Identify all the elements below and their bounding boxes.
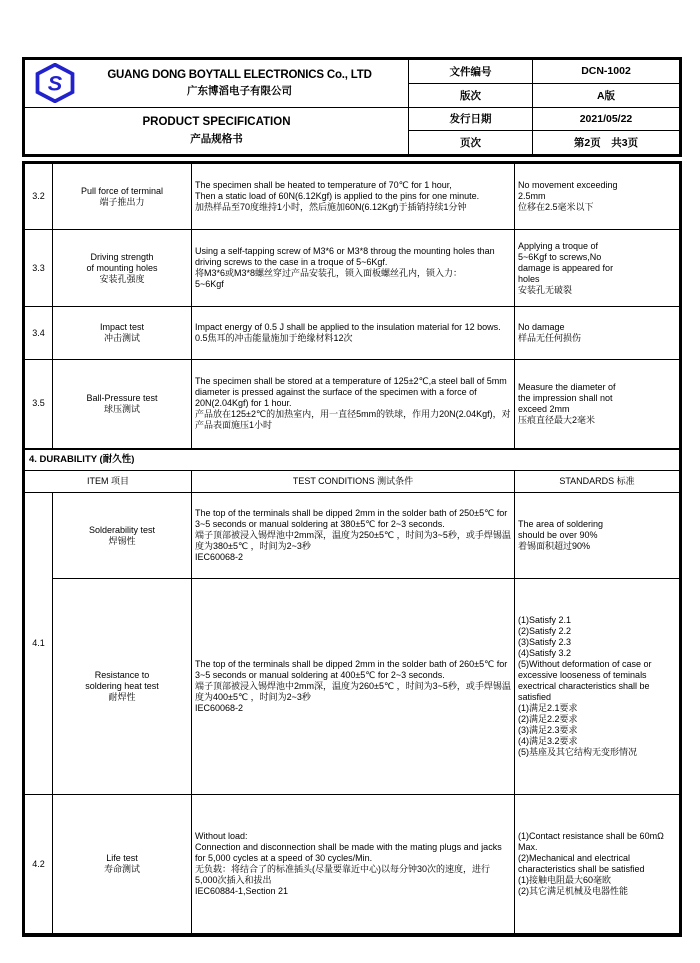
item-cell-ball-pressure: Ball-Pressure test 球压测试	[53, 360, 192, 449]
header-table	[24, 59, 680, 155]
row-number: 3.4	[25, 307, 53, 360]
company-name-cn: 广东博滔电子有限公司	[187, 84, 292, 97]
table-row	[25, 230, 680, 307]
product-title-en: PRODUCT SPECIFICATION	[142, 115, 291, 128]
conditions-cell-impact-test: Impact energy of 0.5 J shall be applied to the insulation material for 12 bows. 0.5焦耳的冲击能量施加于绝缘材料12次	[192, 307, 515, 360]
table-row	[25, 164, 680, 230]
column-header-conditions: TEST CONDITIONS 测试条件	[192, 471, 515, 493]
standards-cell-driving-strength: Applying a troque of 5~6Kgf to screws,No damage is appeared for holes 安装孔无破裂	[515, 230, 680, 307]
table-row	[25, 795, 680, 934]
conditions-cell-life-test: Without load: Connection and disconnection shall be made with the mating plugs and jacks for 5,000 cycles at a speed of 30 cycles/Min. 无负载：将结合了的标准插头(尽量要靠近中心)以每分钟30次的速度，进行5,000次插入和拔出 IEC60884-1,Section 21	[192, 795, 515, 934]
item-cell-impact-test: Impact test 冲击测试	[53, 307, 192, 360]
standards-cell-life-test: (1)Contact resistance shall be 60mΩ Max. (2)Mechanical and electrical characteristics shall be satisfied (1)接触电阻最大60毫欧 (2)其它满足机械及电器性能	[515, 795, 680, 934]
company-block	[25, 60, 409, 108]
conditions-cell-pull-force: The specimen shall be heated to temperature of 70℃ for 1 hour, Then a static load of 60N(6.12Kgf) is applied to the pins for one minute. 加热样品至70度维持1小时，然后施加60N(6.12Kgf)于插销持续1分钟	[192, 164, 515, 230]
specification-table	[24, 163, 680, 934]
company-name	[72, 69, 407, 98]
item-cell-solderability: Solderability test 焊锡性	[53, 493, 192, 579]
field-value-page: 第2页 共3页	[533, 131, 680, 155]
row-number: 3.2	[25, 164, 53, 230]
product-title-block	[25, 107, 409, 155]
item-cell-soldering-heat: Resistance to soldering heat test 耐焊性	[53, 579, 192, 795]
row-number: 4.2	[25, 795, 53, 934]
column-header-item: ITEM 项目	[25, 471, 192, 493]
conditions-cell-soldering-heat: The top of the terminals shall be dipped 2mm in the solder bath of 260±5℃ for 3~5 seconds or manual soldering at 400±5℃ for 2~3 seconds. 端子顶部被浸入锡焊池中2mm深，温度为260±5℃ ，时间为3~5秒，或手焊锡温度为400±5℃ ，时间为2~3秒 IEC60068-2	[192, 579, 515, 795]
standards-cell-ball-pressure: Measure the diameter of the impression shall not exceed 2mm 压痕直径最大2毫米	[515, 360, 680, 449]
field-label-revision: 版次	[409, 83, 533, 107]
table-row	[25, 579, 680, 795]
conditions-cell-ball-pressure: The specimen shall be stored at a temperature of 125±2℃,a steel ball of 5mm diameter is pressed against the surface of the specimen with a force of 20N(2.04Kgf) for 1 hour. 产品放在125±2℃的加热室内，用一直径5mm的铁球，作用力20N(2.04Kgf)，对产品表面施压1小时	[192, 360, 515, 449]
product-title-cn: 产品规格书	[190, 132, 243, 145]
field-value-issue-date: 2021/05/22	[533, 107, 680, 131]
company-logo	[34, 63, 76, 103]
item-cell-driving-strength: Driving strength of mounting holes 安装孔强度	[53, 230, 192, 307]
table-row	[25, 471, 680, 493]
item-cell-pull-force: Pull force of terminal 端子推出力	[53, 164, 192, 230]
table-row	[25, 449, 680, 471]
company-name-en: GUANG DONG BOYTALL ELECTRONICS Co., LTD	[107, 68, 372, 81]
standards-cell-solderability: The area of soldering should be over 90% 着锡面积超过90%	[515, 493, 680, 579]
item-cell-life-test: Life test 寿命测试	[53, 795, 192, 934]
field-label-doc-number: 文件编号	[409, 60, 533, 84]
document-header	[22, 57, 682, 157]
column-header-standards: STANDARDS 标准	[515, 471, 680, 493]
conditions-cell-solderability: The top of the terminals shall be dipped 2mm in the solder bath of 250±5℃ for 3~5 seconds or manual soldering at 380±5℃ for 2~3 seconds. 端子顶部被浸入锡焊池中2mm深，温度为250±5℃ ，时间为3~5秒，或手焊锡温度为380±5℃ ，时间为2~3秒 IEC60068-2	[192, 493, 515, 579]
table-row	[25, 307, 680, 360]
specification-table-container	[22, 161, 682, 937]
hexagon-logo-icon	[34, 63, 76, 103]
row-number: 3.5	[25, 360, 53, 449]
field-label-issue-date: 发行日期	[409, 107, 533, 131]
conditions-cell-driving-strength: Using a self-tapping screw of M3*6 or M3*8 throug the mounting holes than driving screws to the case in a troque of 5~6Kgf. 将M3*6或M3*8螺丝穿过产品安装孔，锁入面板螺丝孔内，锁入力： 5~6Kgf	[192, 230, 515, 307]
table-row	[25, 493, 680, 579]
standards-cell-impact-test: No damage 样品无任何损伤	[515, 307, 680, 360]
standards-cell-soldering-heat: (1)Satisfy 2.1 (2)Satisfy 2.2 (3)Satisfy 2.3 (4)Satisfy 3.2 (5)Without deformation of case or excessive looseness of teminals exectrical characteristics shall be satisfied (1)满足2.1要求 (2)满足2.2要求 (3)满足2.3要求 (4)满足3.2要求 (5)基座及其它结构无变形情况	[515, 579, 680, 795]
table-row	[25, 360, 680, 449]
standards-cell-pull-force: No movement exceeding 2.5mm 位移在2.5毫米以下	[515, 164, 680, 230]
field-label-page: 页次	[409, 131, 533, 155]
section-title-durability: 4. DURABILITY (耐久性)	[25, 449, 680, 471]
field-value-revision: A版	[533, 83, 680, 107]
svg-text:S: S	[47, 70, 63, 96]
row-number: 4.1	[25, 493, 53, 795]
row-number: 3.3	[25, 230, 53, 307]
field-value-doc-number: DCN-1002	[533, 60, 680, 84]
